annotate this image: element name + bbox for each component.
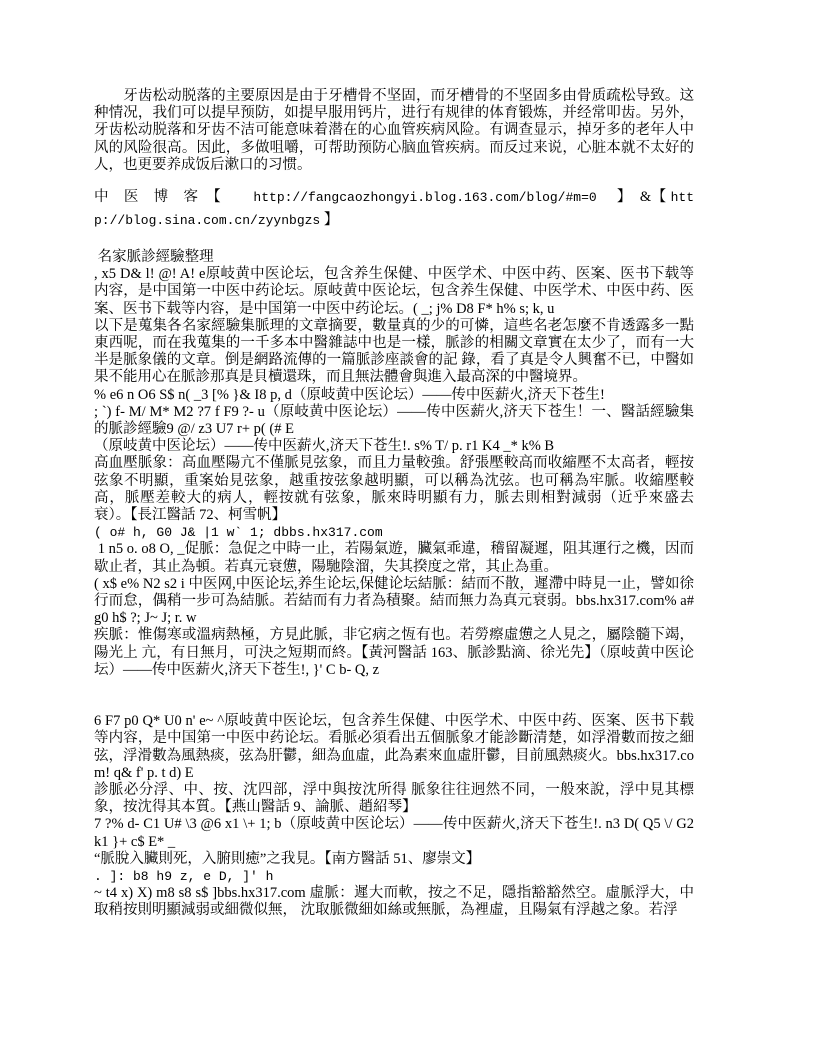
- blog-links-line: [94, 186, 694, 232]
- xu-pulse-paragraph: ~ t4 x) X) m8 s8 s$ ]bbs.hx317.com 虛脈：遲大而軟，按之不足，隱指豁豁然空。虛脈浮大，中取稍按則明顯減弱或細微似無， 沈取脈微細如絲或無脈，為裡虛，且陽氣有浮越之象。若浮: [94, 885, 694, 919]
- blog-label: 中 医 博 客 【: [94, 189, 254, 206]
- blog-url-163: http://fangcaozhongyi.blog.163.com/blog/#m=0: [253, 190, 597, 206]
- spacer: [94, 174, 694, 186]
- five-pulse-paragraph: 6 F7 p0 Q* U0 n' e~ ^原岐黄中医论坛，包含养生保健、中医学术、中医中药、医案、医书下载等内容，是中国第一中医中药论坛。看脈必須看出五個脈象才能診斷清楚，如浮滑數而按之細弦，浮滑數為風熱痰，弦為肝鬱，細為血虛，此為素來血虛肝鬱，目前風熱痰火。bbs.hx317.com! q& f' p. t d) E: [94, 713, 694, 781]
- hypertension-pulse-paragraph: 高血壓脈象：高血壓陽亢不僅脈見弦象，而且力量較強。舒張壓較高而收縮壓不太高者，輕按弦象不明顯，重案始見弦象，越重按弦象越明顯，可以稱為沈弦。也可稱為牢脈。收縮壓較高，脈壓差較大的病人，輕按就有弦象，脈來時明顯有力，脈去則相對減弱（近乎來盛去衰）。【長江醫話 72、柯雪帆】: [94, 455, 694, 524]
- spacer: [94, 232, 694, 249]
- intro-paragraph: 牙齿松动脱落的主要原因是由于牙槽骨不坚固，而牙槽骨的不坚固多由骨质疏松导致。这种情况，我们可以提早预防，如提早服用钙片，进行有规律的体育锻炼，并经常叩齿。另外，牙齿松动脱落和牙齿不洁可能意味着潜在的心血管疾病风险。有调查显示，掉牙多的老年人中风的风险很高。因此，多做咀嚼，可帮助预防心脑血管疾病。而反过来说，心脏本就不太好的人，也更要养成饭后漱口的习惯。: [94, 88, 694, 173]
- garbled-code-line: ( o# h, G0 J& |1 w` 1; dbbs.hx317.com: [94, 525, 383, 541]
- maituo-quote-paragraph: “脈脫入臟則死，入腑則癒”之我見。【南方醫話 51、廖崇文】: [94, 850, 481, 867]
- section-one-heading-line: ; `) f- M/ M* M2 ?7 f F9 ?- u（原岐黄中医论坛）——传中医薪火,济天下苍生！一、醫話經驗集的脈診經驗9 @/ z3 U7 r+ p( (# E: [94, 403, 694, 438]
- jie-pulse-paragraph: ( x$ e% N2 s2 i 中医网,中医论坛,养生论坛,保健论坛結脈：結而不散，遲滯中時見一止，譬如徐行而怠，偶稍一步可為結脈。若結而有力者為積聚。結而無力為真元衰弱。bbs.hx317.com% a# g0 h$ ?; J~ J; r. w: [94, 575, 698, 627]
- blog-url-sina: http://blog.sina.com.cn/zyynbgzs: [94, 190, 695, 229]
- four-depth-paragraph: 診脈必分浮、中、按、沈四部，浮中與按沈所得 脈象往往迥然不同，一般來說，浮中見其標象，按沈得其本質。【燕山醫話 9、論脈、趙紹琴】: [94, 781, 694, 816]
- collection-title: 名家脈診經驗整理: [94, 249, 214, 266]
- spacer: [94, 679, 694, 713]
- ji-pulse-paragraph: 疾脈：惟傷寒或溫病熱極，方見此脈，非它病之恆有也。若勞瘵虛憊之人見之，屬陰髓下竭，陽光上 亢，有日無月，可決之短期而終。【黃河醫話 163、脈診點滴、徐光先】（原岐黄中医论坛）——传中医薪火,济天下苍生!, }' C b- Q, z: [94, 627, 694, 678]
- blog-separator: 】 &【: [596, 189, 671, 206]
- cu-pulse-paragraph: 1 n5 o. o8 O, _促脈：急促之中時一止，若陽氣遊，臟氣乖違，稽留凝遲，阻其運行之機，因而歇止者，其止為頓。若真元衰憊，陽馳陰溜，失其揆度之常，其止為重。: [94, 541, 695, 575]
- collection-note-paragraph: 以下是蒐集各名家經驗集脈理的文章摘要，數量真的少的可憐，這些名老怎麼不肯透露多一點東西呢，而在我蒐集的一千多本中醫雜誌中也是一樣，脈診的相關文章實在太少了，而有一大半是脈象儀的文章。倒是網路流傳的一篇脈診座談會的記 錄，看了真是令人興奮不已，中醫如果不能用心在脈診那真是貝櫝還珠，而且無法體會與進入最高深的中醫境界。: [94, 317, 694, 386]
- forum-signature-line: % e6 n O6 S$ n( _3 [% }& I8 p, d（原岐黄中医论坛）——传中医薪火,济天下苍生!: [94, 386, 605, 403]
- forum-signature-line: （原岐黄中医论坛）——传中医薪火,济天下苍生!. s% T/ p. r1 K4 _* k% B: [94, 438, 555, 455]
- forum-signature-line: 7 ?% d- C1 U# \3 @6 x1 \+ 1; b（原岐黄中医论坛）——传中医薪火,济天下苍生!. n3 D( Q5 \/ G2 k1 }+ c$ E* _: [94, 816, 698, 850]
- blog-close-bracket: 】: [320, 212, 339, 229]
- garbled-code-line: . ]: b8 h9 z, e D, ]' h: [94, 868, 274, 884]
- forum-intro-paragraph: , x5 D& l! @! A! e原岐黄中医论坛，包含养生保健、中医学术、中医中药、医案、医书下载等内容，是中国第一中医中药论坛。原岐黄中医论坛，包含养生保健、中医学术、中医中药、医案、医书下载等内容，是中国第一中医中药论坛。( _; j% D8 F* h% s; k, u: [94, 266, 694, 317]
